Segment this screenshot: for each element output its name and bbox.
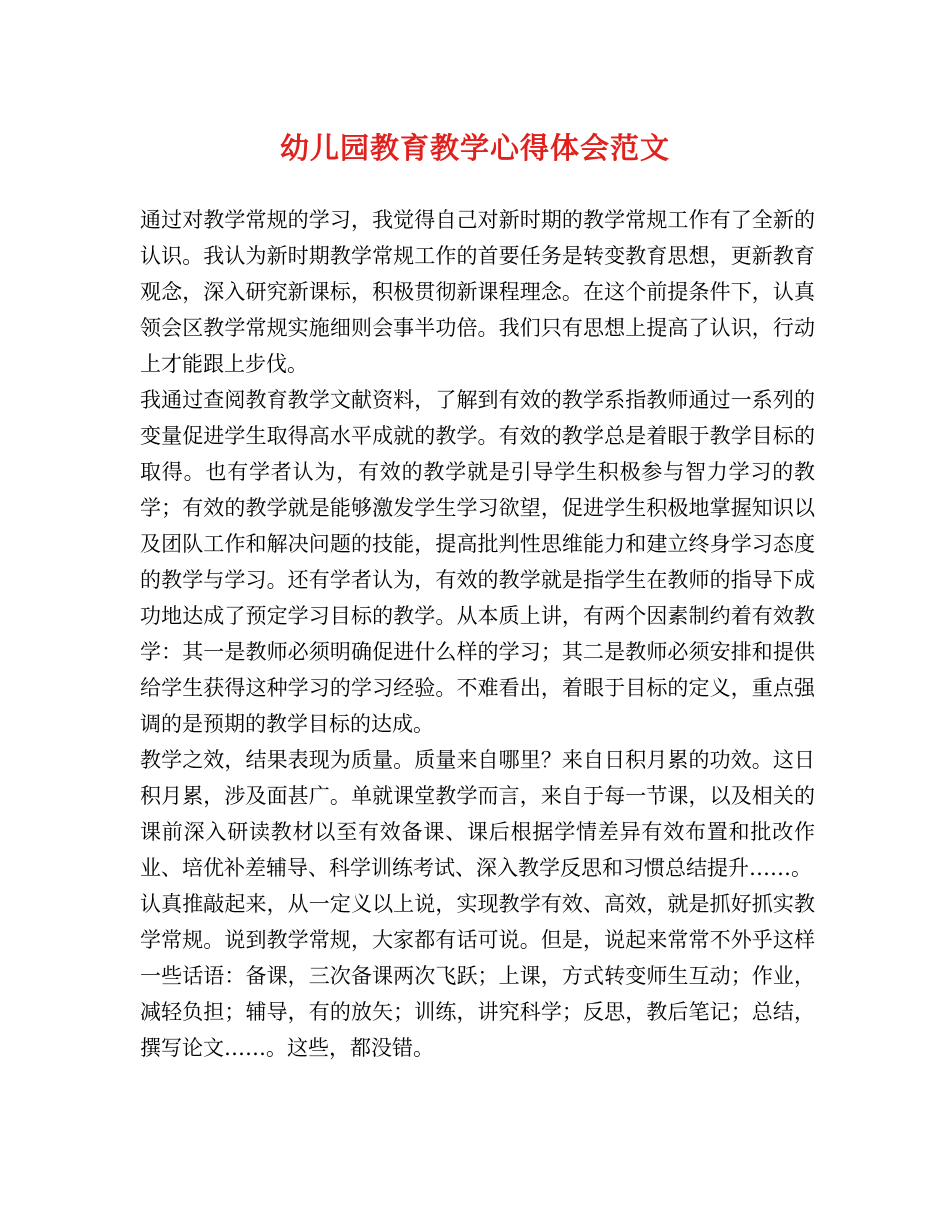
paragraph-3: 教学之效，结果表现为质量。质量来自哪里？来自日积月累的功效。这日积月累，涉及面甚广。单就课堂教学而言，来自于每一节课，以及相关的课前深入研读教材以至有效备课、课后根据学情差异有效布置和批改作业、培优补差辅导、科学训练考试、深入教学反思和习惯总结提升……。 bbox=[140, 748, 815, 880]
paragraph-1: 通过对教学常规的学习，我觉得自己对新时期的教学常规工作有了全新的认识。我认为新时期教学常规工作的首要任务是转变教育思想，更新教育观念，深入研究新课标，积极贯彻新课程理念。在这个前提条件下，认真领会区教学常规实施细则会事半功倍。我们只有思想上提高了认识，行动上才能跟上步伐。 bbox=[140, 208, 815, 376]
document-body bbox=[140, 202, 815, 1066]
paragraph-4: 认真推敲起来，从一定义以上说，实现教学有效、高效，就是抓好抓实教学常规。说到教学常规，大家都有话可说。但是，说起来常常不外乎这样一些话语：备课，三次备课两次飞跃；上课，方式转变师生互动；作业，减轻负担；辅导，有的放矢；训练，讲究科学；反思，教后笔记；总结，撰写论文……。这些，都没错。 bbox=[140, 892, 815, 1060]
document-title: 幼儿园教育教学心得体会范文 bbox=[279, 131, 670, 165]
paragraph-2: 我通过查阅教育教学文献资料，了解到有效的教学系指教师通过一系列的变量促进学生取得高水平成就的教学。有效的教学总是着眼于教学目标的取得。也有学者认为，有效的教学就是引导学生积极参与智力学习的教学；有效的教学就是能够激发学生学习欲望，促进学生积极地掌握知识以及团队工作和解决问题的技能，提高批判性思维能力和建立终身学习态度的教学与学习。还有学者认为，有效的教学就是指学生在教师的指导下成功地达成了预定学习目标的教学。从本质上讲，有两个因素制约着有效教学：其一是教师必须明确促进什么样的学习；其二是教师必须安排和提供给学生获得这种学习的学习经验。不难看出，着眼于目标的定义，重点强调的是预期的教学目标的达成。 bbox=[140, 388, 815, 736]
